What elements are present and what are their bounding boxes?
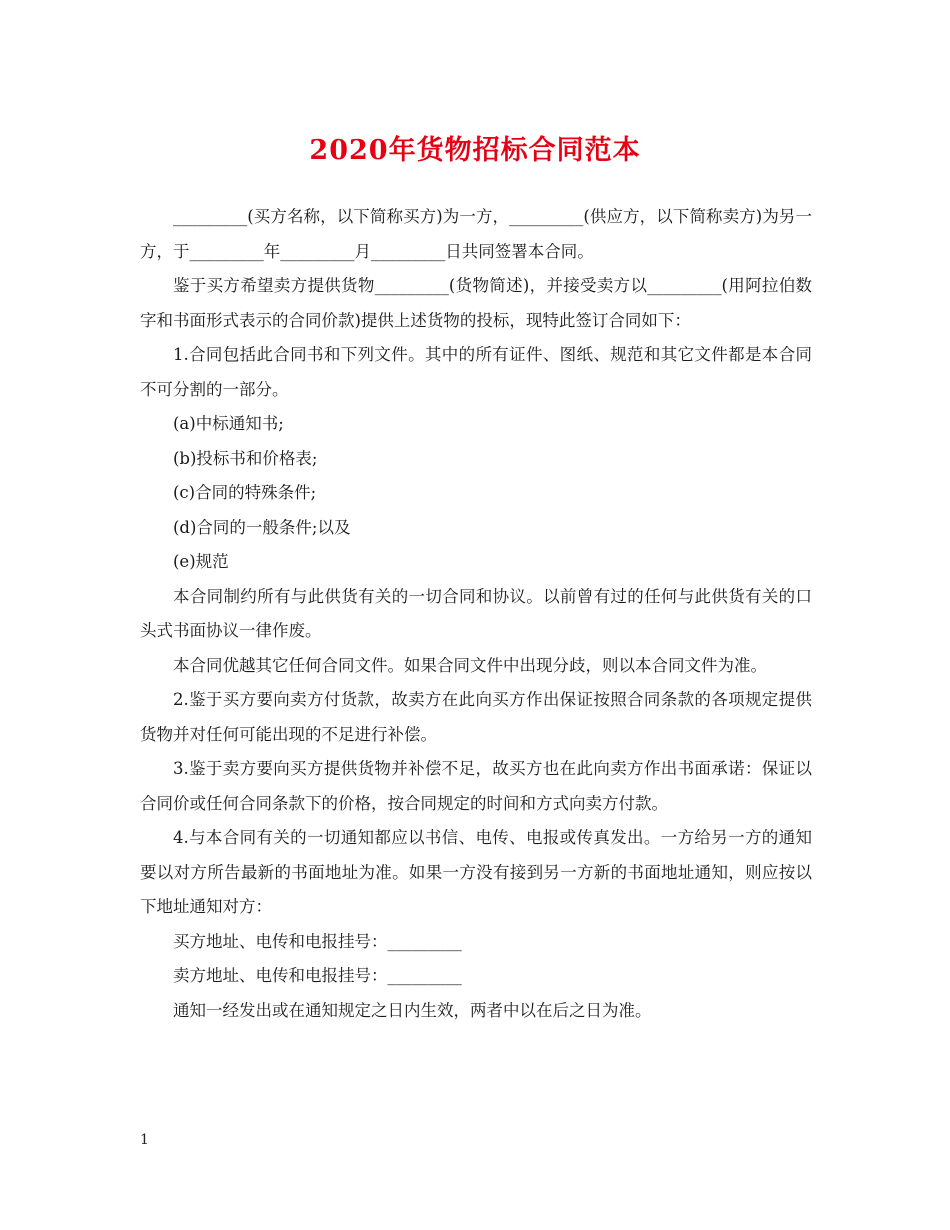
clause-4: 4.与本合同有关的一切通知都应以书信、电传、电报或传真发出。一方给另一方的通知要以对方所告最新的书面地址为准。如果一方没有接到另一方新的书面地址通知，则应按以下地址通知对方： — [140, 828, 812, 916]
paragraph-whereas: 鉴于买方希望卖方提供货物_________(货物简述)，并接受卖方以_________(用阿拉伯数字和书面形式表示的合同价款)提供上述货物的投标，现特此签订合同如下： — [140, 276, 812, 330]
paragraph-parties: _________(买方名称，以下简称买方)为一方，_________(供应方，以下简称卖方)为另一方，于_________年_________月_________日共同签署本合同。 — [140, 207, 812, 261]
buyer-address-line: 买方地址、电传和电报挂号：_________ — [173, 931, 462, 951]
list-item-e: (e)规范 — [173, 552, 229, 571]
list-item-b: (b)投标书和价格表; — [173, 448, 318, 468]
clause-3: 3.鉴于卖方要向买方提供货物并补偿不足，故买方也在此向卖方作出书面承诺：保证以合同价或任何合同条款下的价格，按合同规定的时间和方式向卖方付款。 — [140, 759, 812, 813]
paragraph-precedence: 本合同优越其它任何合同文件。如果合同文件中出现分歧，则以本合同文件为准。 — [173, 655, 767, 675]
clause-2: 2.鉴于买方要向卖方付货款，故卖方在此向买方作出保证按照合同条款的各项规定提供货物并对任何可能出现的不足进行补偿。 — [140, 690, 812, 744]
list-item-a: (a)中标通知书; — [173, 414, 284, 433]
page-title: 2020年货物招标合同范本 — [309, 135, 641, 166]
paragraph-notice-effective: 通知一经发出或在通知规定之日内生效，两者中以在后之日为准。 — [173, 1000, 652, 1020]
list-item-c: (c)合同的特殊条件; — [173, 483, 317, 502]
paragraph-supersede: 本合同制约所有与此供货有关的一切合同和协议。以前曾有过的任何与此供货有关的口头式书面协议一律作废。 — [140, 586, 812, 640]
seller-address-line: 卖方地址、电传和电报挂号：_________ — [173, 966, 462, 985]
page-number: 1 — [140, 1132, 149, 1148]
clause-1: 1.合同包括此合同书和下列文件。其中的所有证件、图纸、规范和其它文件都是本合同不可分割的一部分。 — [140, 345, 812, 399]
document-body — [140, 200, 812, 1028]
list-item-d: (d)合同的一般条件;以及 — [173, 517, 351, 537]
